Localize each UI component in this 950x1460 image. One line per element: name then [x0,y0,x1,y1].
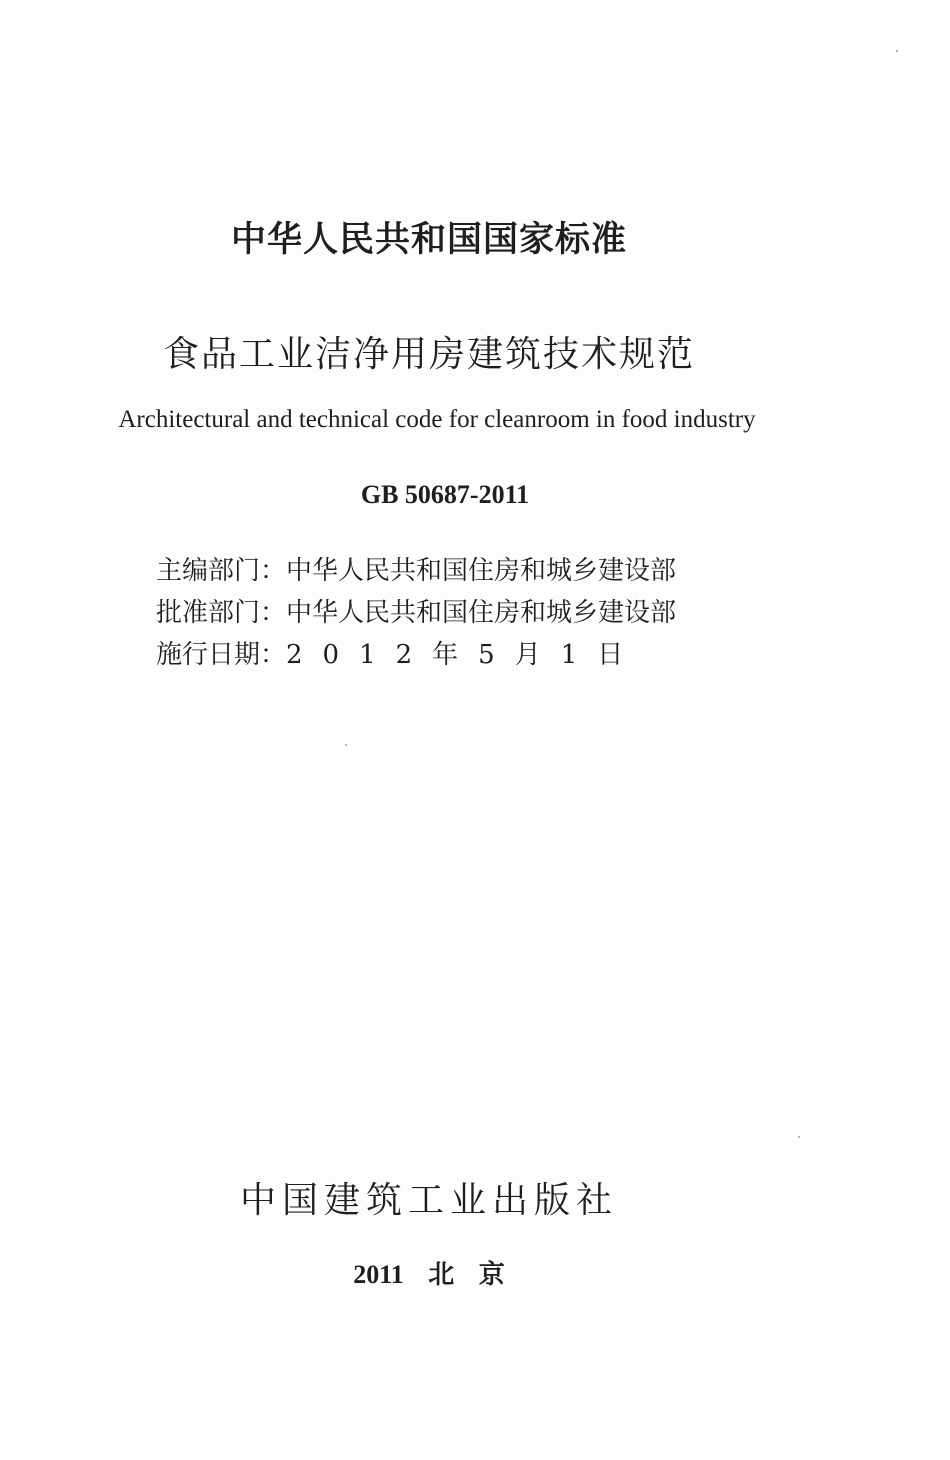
effective-date-value: 2012年5月1日 [286,640,644,670]
publisher-name: 中国建筑工业出版社 [239,1180,618,1221]
effective-date-label: 施行日期： [156,640,287,670]
scan-speck [896,50,898,52]
effective-date-row [156,634,643,671]
approver-department-value: 中华人民共和国住房和城乡建设部 [286,598,677,628]
title-chinese: 食品工业洁净用房建筑技术规范 [162,334,695,375]
title-english: Architectural and technical code for cleanroom in food industry [118,406,756,433]
scan-speck [798,1136,800,1138]
editor-department-value: 中华人民共和国住房和城乡建设部 [286,556,677,586]
approver-department-label: 批准部门： [156,598,287,628]
publication-year-place: 2011 北 京 [353,1260,505,1289]
scan-speck [345,744,347,746]
editor-department-row [156,550,676,587]
approver-department-row [156,592,676,629]
standard-category: 中华人民共和国国家标准 [230,220,627,260]
editor-department-label: 主编部门： [156,556,287,586]
standard-code: GB 50687-2011 [360,480,530,509]
